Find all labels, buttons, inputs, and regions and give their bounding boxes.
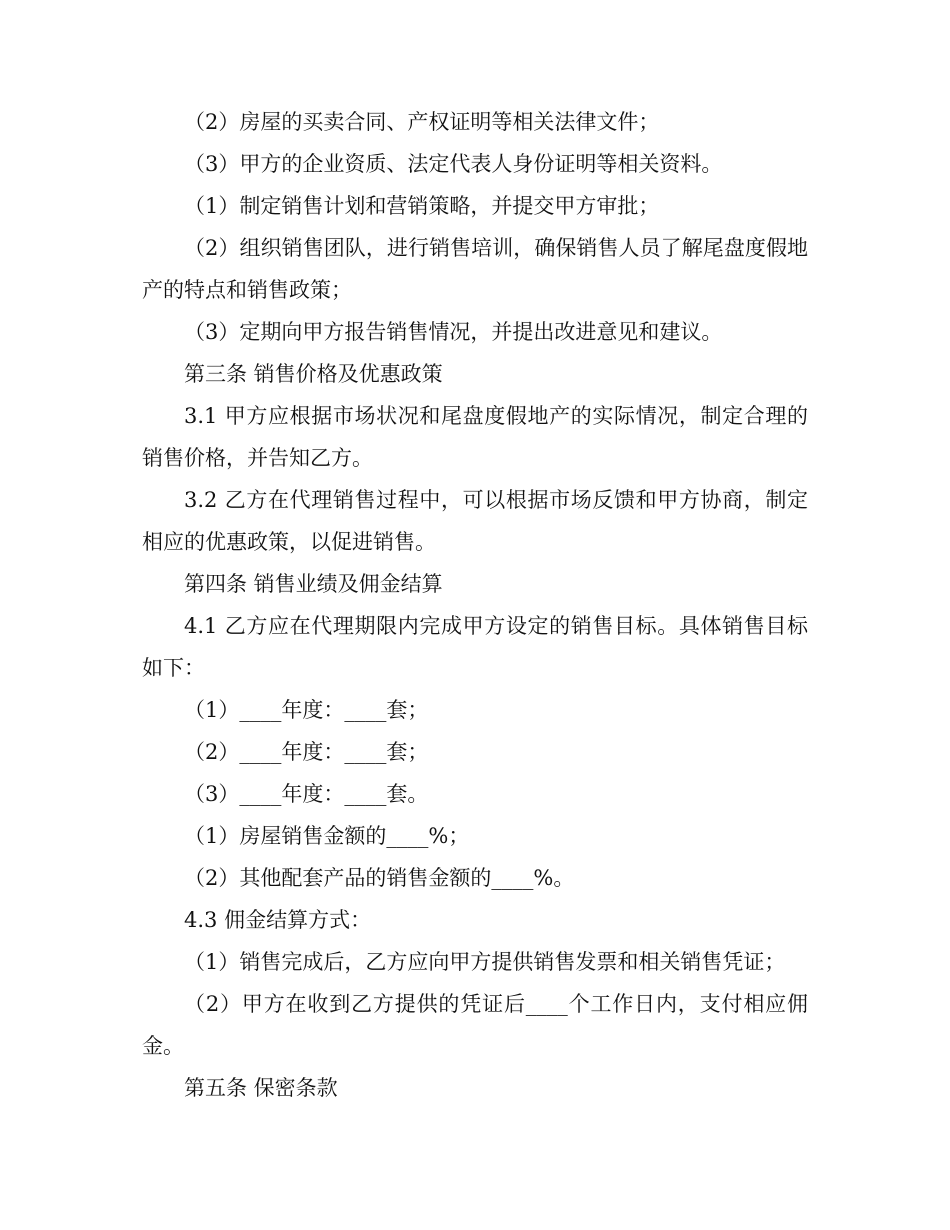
clause-item: （1）____年度：____套；: [184, 698, 429, 722]
clause-item: 4.3 佣金结算方式：: [184, 908, 372, 932]
document-body: [142, 101, 808, 1109]
article-heading: 第四条 销售业绩及佣金结算: [184, 572, 443, 596]
clause-item: 3.2 乙方在代理销售过程中，可以根据市场反馈和甲方协商，制定相应的优惠政策，以促进销售。: [142, 488, 808, 554]
clause-item: （3）____年度：____套。: [184, 782, 429, 806]
article-heading: 第五条 保密条款: [184, 1076, 338, 1100]
clause-item: （2）房屋的买卖合同、产权证明等相关法律文件；: [184, 110, 660, 134]
article-heading: 第三条 销售价格及优惠政策: [184, 362, 443, 386]
clause-item: （3）定期向甲方报告销售情况，并提出改进意见和建议。: [184, 320, 723, 344]
clause-item: （1）销售完成后，乙方应向甲方提供销售发票和相关销售凭证；: [184, 950, 786, 974]
clause-item: （2）____年度：____套；: [184, 740, 429, 764]
clause-item: （3）甲方的企业资质、法定代表人身份证明等相关资料。: [184, 152, 723, 176]
clause-item: 4.1 乙方应在代理期限内完成甲方设定的销售目标。具体销售目标如下：: [142, 614, 808, 680]
clause-item: （1）制定销售计划和营销策略，并提交甲方审批；: [184, 194, 660, 218]
clause-item: （2）甲方在收到乙方提供的凭证后____个工作日内，支付相应佣金。: [142, 992, 808, 1058]
clause-item: （1）房屋销售金额的____%；: [184, 824, 470, 848]
clause-item: 3.1 甲方应根据市场状况和尾盘度假地产的实际情况，制定合理的销售价格，并告知乙方。: [142, 404, 808, 470]
clause-item: （2）其他配套产品的销售金额的____%。: [184, 866, 575, 890]
clause-item: （2）组织销售团队，进行销售培训，确保销售人员了解尾盘度假地产的特点和销售政策；: [142, 236, 808, 302]
